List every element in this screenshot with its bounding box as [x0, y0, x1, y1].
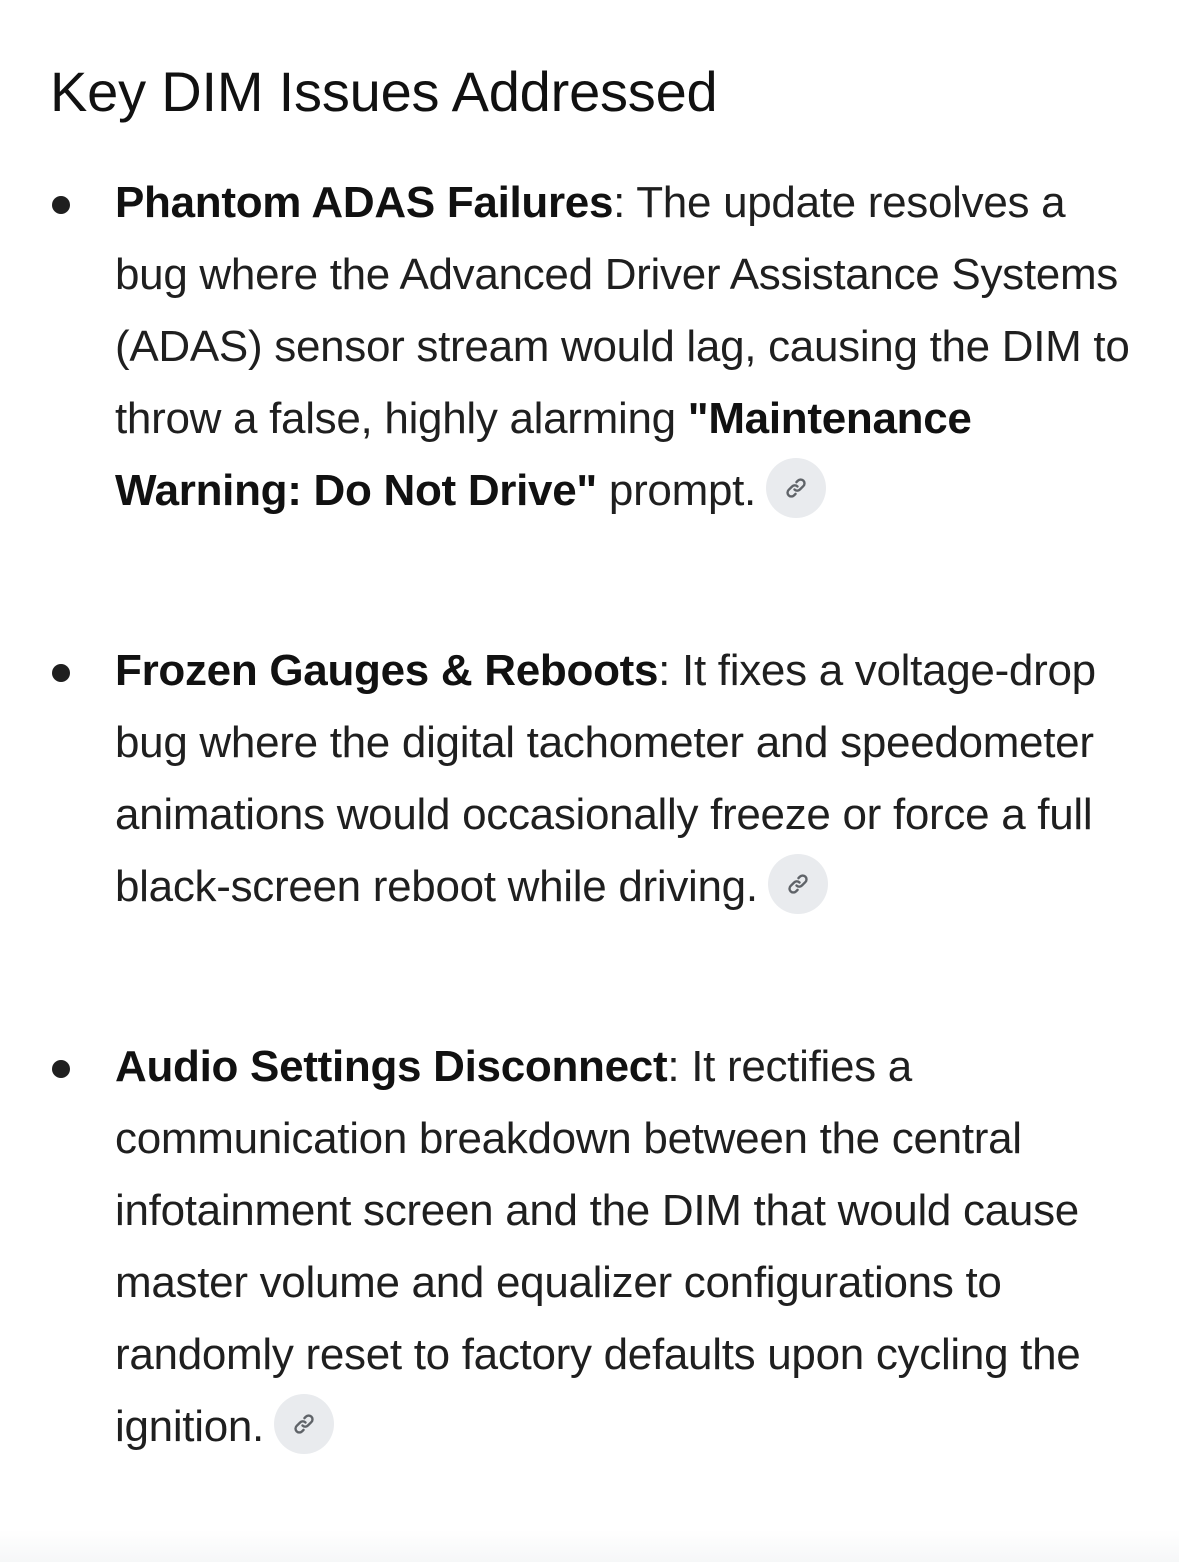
issue-description: It fixes a voltage-drop bug where the digital tachometer and speedometer animations would occasionally freeze or force a full black-screen reboot while driving. [115, 646, 1096, 911]
bullet-dot-icon [52, 196, 70, 214]
issue-title: Phantom ADAS Failures [115, 178, 614, 227]
citation-link-button[interactable] [766, 458, 826, 518]
link-icon [783, 475, 809, 501]
warning-quote: "Maintenance Warning: Do Not Drive" [115, 394, 972, 515]
issue-description-end: prompt. [596, 466, 756, 515]
issue-title: Audio Settings Disconnect [115, 1042, 668, 1091]
citation-link-button[interactable] [768, 854, 828, 914]
issue-text [115, 635, 1145, 923]
citation-link-button[interactable] [274, 1394, 334, 1454]
issue-description: It rectifies a communication breakdown between the central infotainment screen and the DIM that would cause master volume and equalizer configurations to randomly reset to factory defaults upon cycling the ignition. [115, 1042, 1081, 1451]
issue-description: The update resolves a bug where the Advanced Driver Assistance Systems (ADAS) sensor stream would lag, causing the DIM to throw a false, highly alarming [115, 178, 1130, 443]
issue-separator: : [613, 178, 626, 227]
issue-title: Frozen Gauges & Reboots [115, 646, 659, 695]
issue-text [115, 167, 1145, 527]
bullet-dot-icon [52, 664, 70, 682]
link-icon [785, 871, 811, 897]
issue-text [115, 1031, 1145, 1463]
issue-separator: : [667, 1042, 680, 1091]
bottom-fade [0, 1530, 1179, 1562]
bullet-dot-icon [52, 1060, 70, 1078]
issue-separator: : [658, 646, 671, 695]
section-title: Key DIM Issues Addressed [50, 60, 718, 123]
link-icon [291, 1411, 317, 1437]
